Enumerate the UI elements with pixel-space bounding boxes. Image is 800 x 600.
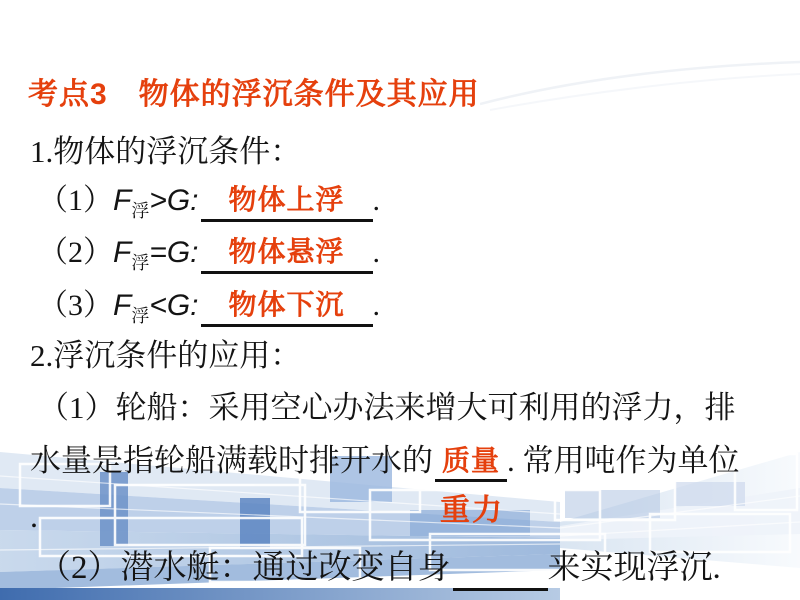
row-prefix: （1） <box>38 184 113 217</box>
submarine-before: （2）潜水艇：通过改变自身 <box>38 550 451 586</box>
ship-line2 <box>30 443 740 482</box>
section2-heading: 2.浮沉条件的应用： <box>30 338 302 373</box>
formula-subscript: 浮 <box>131 306 150 326</box>
formula-relation: >G: <box>149 184 199 217</box>
condition-row-sink <box>38 289 380 327</box>
formula-f: F <box>113 236 132 269</box>
answer-text: 物体下沉 <box>228 289 345 320</box>
formula-subscript: 浮 <box>131 201 150 221</box>
ship-line1: （1）轮船：采用空心办法来增大可利用的浮力，排 <box>38 390 736 425</box>
row-suffix: . <box>372 289 381 322</box>
row-prefix: （2） <box>38 236 113 269</box>
condition-row-float-up <box>38 184 380 222</box>
formula-f: F <box>113 184 132 217</box>
submarine-line <box>38 550 721 591</box>
row-suffix: . <box>372 184 381 217</box>
answer-text: 物体悬浮 <box>228 236 345 267</box>
row-suffix: . <box>372 236 381 269</box>
answer-text: 质量 <box>441 445 500 476</box>
ship-line2-after: . 常用吨作为单位 <box>507 443 740 478</box>
row-prefix: （3） <box>38 289 113 322</box>
ship-line2-before: 水量是指轮船满载时排开水的 <box>30 443 433 478</box>
answer-text: 物体上浮 <box>228 184 345 215</box>
formula-f: F <box>113 289 132 322</box>
condition-row-suspend <box>38 236 380 274</box>
page-title: 考点3 物体的浮沉条件及其应用 <box>28 78 480 111</box>
formula-relation: <G: <box>149 289 199 322</box>
formula-subscript: 浮 <box>131 253 150 273</box>
formula-relation: =G: <box>149 236 199 269</box>
ship-line3-period: . <box>30 498 38 534</box>
submarine-after: 来实现浮沉. <box>547 550 721 586</box>
answer-blank <box>201 184 373 222</box>
answer-blank <box>201 236 373 274</box>
answer-blank-empty <box>453 550 548 591</box>
section1-heading: 1.物体的浮沉条件： <box>30 134 302 169</box>
answer-blank <box>435 443 507 482</box>
submarine-answer-text: 重力 <box>440 494 504 527</box>
answer-blank <box>201 289 373 327</box>
